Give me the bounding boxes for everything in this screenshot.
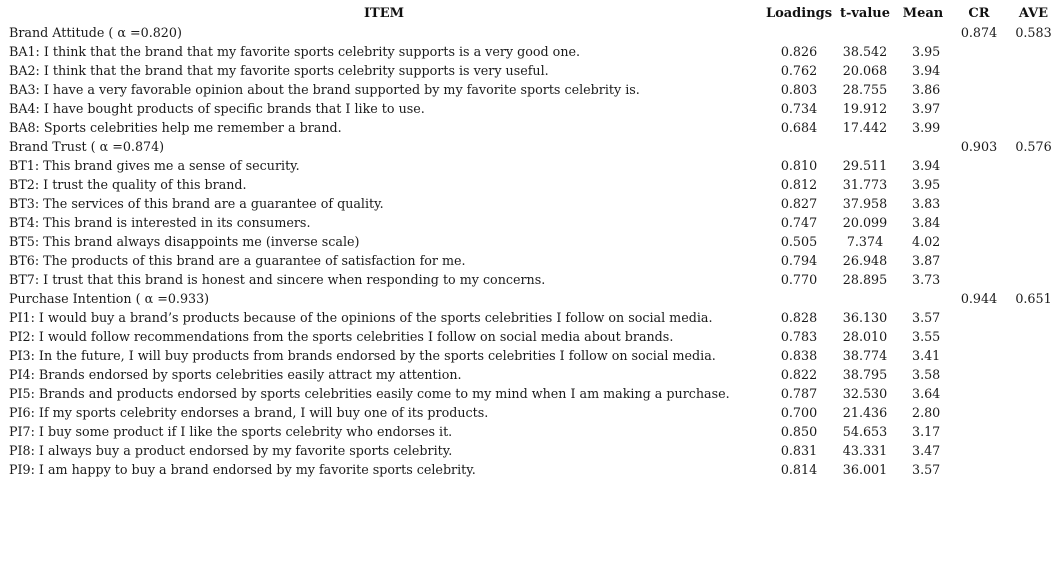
measurement-table — [6, 4, 1061, 479]
cell-t-value: 28.895 — [842, 272, 888, 287]
header-loadings: Loadings — [765, 6, 833, 21]
cell-mean: 3.64 — [912, 386, 941, 401]
construct-row — [6, 23, 1061, 42]
table-header — [6, 4, 1061, 23]
cell-mean: 3.55 — [912, 329, 941, 344]
cell-ave: 0.583 — [1015, 25, 1052, 40]
cell-cr — [952, 422, 1006, 441]
table-row — [6, 213, 1061, 232]
cell-ave — [1006, 327, 1061, 346]
header-mean: Mean — [902, 6, 944, 21]
cell-mean — [894, 137, 952, 156]
cell-cr — [952, 213, 1006, 232]
cell-item: BT7: I trust that this brand is honest and sincere when responding to my concerns. — [9, 272, 546, 287]
cell-ave: 0.576 — [1015, 139, 1052, 154]
cell-mean: 3.99 — [912, 120, 941, 135]
cell-item: Brand Trust ( α =0.874) — [9, 139, 165, 154]
cell-item: PI2: I would follow recommendations from the sports celebrities I follow on social media about brands. — [9, 329, 674, 344]
cell-item: PI5: Brands and products endorsed by sports celebrities easily come to my mind when I am making a purchase. — [9, 386, 730, 401]
cell-cr — [952, 175, 1006, 194]
cell-cr — [952, 327, 1006, 346]
cell-loadings: 0.826 — [780, 44, 818, 59]
cell-loadings: 0.684 — [780, 120, 818, 135]
cell-loadings: 0.831 — [780, 443, 818, 458]
cell-t-value — [836, 289, 894, 308]
cell-ave — [1006, 194, 1061, 213]
cell-cr — [952, 384, 1006, 403]
table-row — [6, 194, 1061, 213]
cell-item: BA4: I have bought products of specific brands that I like to use. — [9, 101, 425, 116]
table-row — [6, 327, 1061, 346]
cell-loadings — [762, 289, 836, 308]
cell-item: BA2: I think that the brand that my favorite sports celebrity supports is very useful. — [9, 63, 549, 78]
cell-t-value: 31.773 — [842, 177, 888, 192]
cell-mean: 4.02 — [912, 234, 941, 249]
cell-item: BT2: I trust the quality of this brand. — [9, 177, 247, 192]
cell-loadings: 0.827 — [780, 196, 818, 211]
cell-loadings: 0.783 — [780, 329, 818, 344]
cell-cr: 0.903 — [960, 139, 998, 154]
table-row — [6, 61, 1061, 80]
cell-loadings: 0.734 — [780, 101, 818, 116]
cell-item: Brand Attitude ( α =0.820) — [9, 25, 182, 40]
cell-item: BT1: This brand gives me a sense of security. — [9, 158, 300, 173]
table-row — [6, 232, 1061, 251]
cell-ave — [1006, 232, 1061, 251]
cell-ave — [1006, 270, 1061, 289]
table-row — [6, 42, 1061, 61]
cell-t-value: 7.374 — [846, 234, 884, 249]
cell-t-value: 32.530 — [842, 386, 888, 401]
cell-loadings: 0.828 — [780, 310, 818, 325]
cell-t-value: 26.948 — [842, 253, 888, 268]
cell-mean: 3.41 — [912, 348, 941, 363]
table-body — [6, 23, 1061, 479]
cell-cr — [952, 80, 1006, 99]
cell-loadings: 0.814 — [780, 462, 818, 477]
cell-ave — [1006, 156, 1061, 175]
cell-item: BT5: This brand always disappoints me (inverse scale) — [9, 234, 360, 249]
cell-t-value: 43.331 — [842, 443, 888, 458]
cell-loadings: 0.762 — [780, 63, 818, 78]
cell-mean: 3.58 — [912, 367, 941, 382]
cell-t-value: 38.542 — [842, 44, 888, 59]
table-row — [6, 346, 1061, 365]
cell-item: BT4: This brand is interested in its consumers. — [9, 215, 311, 230]
table-row — [6, 175, 1061, 194]
header-t-value: t-value — [839, 6, 891, 21]
cell-item: PI8: I always buy a product endorsed by my favorite sports celebrity. — [9, 443, 453, 458]
cell-ave — [1006, 118, 1061, 137]
cell-loadings: 0.794 — [780, 253, 818, 268]
cell-item: BA8: Sports celebrities help me remember a brand. — [9, 120, 342, 135]
cell-mean — [894, 23, 952, 42]
cell-ave — [1006, 42, 1061, 61]
cell-mean: 3.84 — [912, 215, 941, 230]
cell-mean: 3.95 — [912, 44, 941, 59]
table-row — [6, 118, 1061, 137]
cell-cr — [952, 251, 1006, 270]
table-row — [6, 441, 1061, 460]
table-row — [6, 270, 1061, 289]
cell-loadings: 0.812 — [780, 177, 818, 192]
cell-loadings: 0.505 — [780, 234, 818, 249]
cell-mean — [894, 289, 952, 308]
cell-cr — [952, 61, 1006, 80]
cell-t-value: 54.653 — [842, 424, 888, 439]
cell-cr — [952, 270, 1006, 289]
cell-item: BA1: I think that the brand that my favorite sports celebrity supports is a very good one. — [9, 44, 581, 59]
cell-loadings — [762, 137, 836, 156]
cell-item: PI7: I buy some product if I like the sports celebrity who endorses it. — [9, 424, 453, 439]
cell-ave — [1006, 61, 1061, 80]
cell-ave: 0.651 — [1015, 291, 1052, 306]
table-row — [6, 251, 1061, 270]
cell-item: BA3: I have a very favorable opinion about the brand supported by my favorite sports celebrity is. — [9, 82, 640, 97]
table-row — [6, 403, 1061, 422]
cell-mean: 3.73 — [912, 272, 941, 287]
table-row — [6, 384, 1061, 403]
cell-t-value: 36.001 — [842, 462, 888, 477]
cell-mean: 3.17 — [912, 424, 941, 439]
header-cr: CR — [968, 6, 990, 21]
cell-item: BT3: The services of this brand are a guarantee of quality. — [9, 196, 384, 211]
cell-loadings: 0.822 — [780, 367, 818, 382]
cell-ave — [1006, 308, 1061, 327]
cell-t-value: 29.511 — [842, 158, 888, 173]
table-row — [6, 422, 1061, 441]
cell-mean: 3.87 — [912, 253, 941, 268]
table-row — [6, 80, 1061, 99]
cell-t-value: 38.795 — [842, 367, 888, 382]
cell-cr — [952, 346, 1006, 365]
cell-ave — [1006, 175, 1061, 194]
cell-loadings: 0.770 — [780, 272, 818, 287]
cell-mean: 3.86 — [912, 82, 941, 97]
cell-cr — [952, 403, 1006, 422]
cell-mean: 3.57 — [912, 310, 941, 325]
cell-t-value: 28.010 — [842, 329, 888, 344]
header-row — [6, 4, 1061, 23]
construct-row — [6, 137, 1061, 156]
cell-loadings: 0.810 — [780, 158, 818, 173]
cell-item: PI4: Brands endorsed by sports celebrities easily attract my attention. — [9, 367, 462, 382]
cell-loadings: 0.838 — [780, 348, 818, 363]
cell-loadings: 0.803 — [780, 82, 818, 97]
table-row — [6, 99, 1061, 118]
cell-ave — [1006, 422, 1061, 441]
cell-loadings — [762, 23, 836, 42]
cell-loadings: 0.850 — [780, 424, 818, 439]
cell-mean: 3.57 — [912, 462, 941, 477]
cell-ave — [1006, 384, 1061, 403]
cell-mean: 3.47 — [912, 443, 941, 458]
cell-cr — [952, 42, 1006, 61]
cell-item: PI9: I am happy to buy a brand endorsed by my favorite sports celebrity. — [9, 462, 476, 477]
cell-cr — [952, 156, 1006, 175]
cell-cr — [952, 441, 1006, 460]
cell-loadings: 0.700 — [780, 405, 818, 420]
cell-item: PI1: I would buy a brand’s products because of the opinions of the sports celebrities I follow on social media. — [9, 310, 713, 325]
cell-cr — [952, 194, 1006, 213]
cell-mean: 3.94 — [912, 63, 941, 78]
cell-mean: 3.83 — [912, 196, 941, 211]
cell-ave — [1006, 80, 1061, 99]
header-ave: AVE — [1018, 6, 1049, 21]
cell-ave — [1006, 346, 1061, 365]
cell-loadings: 0.747 — [780, 215, 818, 230]
cell-t-value: 36.130 — [842, 310, 888, 325]
cell-cr — [952, 118, 1006, 137]
cell-item: Purchase Intention ( α =0.933) — [9, 291, 210, 306]
cell-cr — [952, 365, 1006, 384]
cell-t-value: 38.774 — [842, 348, 888, 363]
cell-t-value: 19.912 — [842, 101, 888, 116]
table-row — [6, 460, 1061, 479]
cell-ave — [1006, 251, 1061, 270]
cell-t-value — [836, 137, 894, 156]
cell-t-value: 37.958 — [842, 196, 888, 211]
cell-t-value — [836, 23, 894, 42]
cell-ave — [1006, 460, 1061, 479]
cell-mean: 3.95 — [912, 177, 941, 192]
cell-ave — [1006, 213, 1061, 232]
cell-ave — [1006, 403, 1061, 422]
cell-cr: 0.944 — [960, 291, 998, 306]
table-row — [6, 308, 1061, 327]
cell-t-value: 21.436 — [842, 405, 888, 420]
cell-item: PI3: In the future, I will buy products from brands endorsed by the sports celebrities I follow on social media. — [9, 348, 716, 363]
cell-t-value: 20.099 — [842, 215, 888, 230]
cell-ave — [1006, 365, 1061, 384]
cell-t-value: 20.068 — [842, 63, 888, 78]
cell-mean: 3.94 — [912, 158, 941, 173]
table-row — [6, 365, 1061, 384]
cell-item: PI6: If my sports celebrity endorses a brand, I will buy one of its products. — [9, 405, 489, 420]
cell-ave — [1006, 99, 1061, 118]
construct-row — [6, 289, 1061, 308]
cell-cr — [952, 99, 1006, 118]
header-item: ITEM — [363, 6, 405, 21]
cell-cr — [952, 232, 1006, 251]
cell-item: BT6: The products of this brand are a guarantee of satisfaction for me. — [9, 253, 466, 268]
cell-t-value: 28.755 — [842, 82, 888, 97]
cell-mean: 2.80 — [912, 405, 941, 420]
cell-loadings: 0.787 — [780, 386, 818, 401]
cell-cr — [952, 308, 1006, 327]
cell-cr: 0.874 — [960, 25, 998, 40]
cell-mean: 3.97 — [912, 101, 941, 116]
cell-ave — [1006, 441, 1061, 460]
cell-cr — [952, 460, 1006, 479]
cell-t-value: 17.442 — [842, 120, 888, 135]
table-row — [6, 156, 1061, 175]
